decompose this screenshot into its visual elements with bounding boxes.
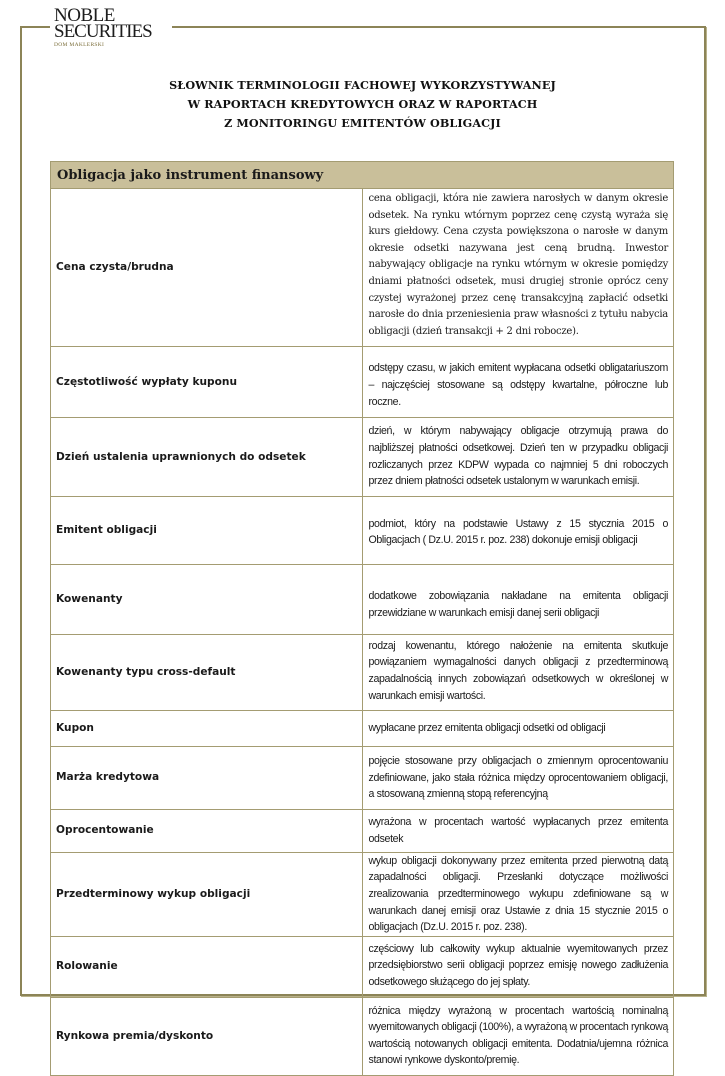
table-row xyxy=(51,418,674,496)
glossary-table xyxy=(50,161,674,1076)
term-cell: Kupon xyxy=(51,711,363,747)
table-row xyxy=(51,347,674,418)
definition-cell: podmiot, który na podstawie Ustawy z 15 stycznia 2015 o Obligacjach ( Dz.U. 2015 r. poz. 238) dokonuje emisji obligacji xyxy=(362,496,674,564)
definition-cell: dzień, w którym nabywający obligacje otrzymują prawa do najbliższej płatności odsetkowej. Dzień ten w przypadku obligacji rozliczanych przez KDPW wypada co najmniej 5 dni roboczych przez dniem płatności odsetek ustalonym w warunkach emisji. xyxy=(362,418,674,496)
table-row xyxy=(51,747,674,810)
logo-line-securities: SECURITIES xyxy=(54,21,152,42)
noble-securities-logo xyxy=(50,6,172,54)
definition-cell: częściowy lub całkowity wykup aktualnie wyemitowanych przez przedsiębiorstwo serii obligacji poprzez emisję nowego zadłużenia odsetkowego służącego do jej spłaty. xyxy=(362,936,674,997)
definition-cell: pojęcie stosowane przy obligacjach o zmiennym oprocentowaniu zdefiniowane, jako stała różnica między oprocentowaniem obligacji, a stosowaną zmienną stopą referencyjną xyxy=(362,747,674,810)
section-header: Obligacja jako instrument finansowy xyxy=(51,162,674,189)
table-row xyxy=(51,496,674,564)
definition-cell: wyrażona w procentach wartość wypłacanych przez emitenta odsetek xyxy=(362,809,674,852)
document-title-line: SŁOWNIK TERMINOLOGII FACHOWEJ WYKORZYSTYWANEJ xyxy=(169,78,556,92)
definition-cell: wypłacane przez emitenta obligacji odsetki od obligacji xyxy=(362,711,674,747)
term-cell: Rynkowa premia/dyskonto xyxy=(51,997,363,1075)
table-row xyxy=(51,189,674,347)
term-cell: Cena czysta/brudna xyxy=(51,189,363,347)
definition-cell: odstępy czasu, w jakich emitent wypłacana odsetki obligatariuszom – najczęściej stosowane są odstępy kwartalne, półroczne lub roczne. xyxy=(362,347,674,418)
logo-line-noble: NOBLE xyxy=(54,5,115,26)
section-header-row xyxy=(51,162,674,189)
document-title-line: Z MONITORINGU EMITENTÓW OBLIGACJI xyxy=(224,116,501,130)
table-row xyxy=(51,997,674,1075)
table-row xyxy=(51,564,674,634)
table-row xyxy=(51,936,674,997)
definition-cell: różnica między wyrażoną w procentach wartością nominalną wyemitowanych obligacji (100%), a wyrażoną w procentach rynkową wartością notowanych obligacji emitenta. Dodatnia/ujemna różnica stanowi rynkowe dyskonto/premię. xyxy=(362,997,674,1075)
term-cell: Oprocentowanie xyxy=(51,809,363,852)
term-cell: Częstotliwość wypłaty kuponu xyxy=(51,347,363,418)
term-cell: Emitent obligacji xyxy=(51,496,363,564)
table-row xyxy=(51,809,674,852)
table-row xyxy=(51,852,674,936)
term-cell: Marża kredytowa xyxy=(51,747,363,810)
term-cell: Rolowanie xyxy=(51,936,363,997)
term-cell: Przedterminowy wykup obligacji xyxy=(51,852,363,936)
document-title-line: W RAPORTACH KREDYTOWYCH ORAZ W RAPORTACH xyxy=(187,97,538,111)
definition-cell: dodatkowe zobowiązania nakładane na emitenta obligacji przewidziane w warunkach emisji danej serii obligacji xyxy=(362,564,674,634)
term-cell: Kowenanty xyxy=(51,564,363,634)
table-row xyxy=(51,634,674,710)
definition-cell: cena obligacji, która nie zawiera narosłych w danym okresie odsetek. Na rynku wtórnym poprzez cenę czystą wyraża się kurs giełdowy. Cena czysta powiększona o narosłe w danym okresie odsetki nazywana jest ceną brudną. Inwestor nabywający obligacje na rynku wtórnym w okresie pomiędzy dniami płatności odsetek, musi drugiej stronie oprócz ceny czystej wyrażonej przez cenę transakcyjną zapłacić odsetki narosłe do dnia przeniesienia praw własności z tytułu nabycia obligacji (dzień transakcji + 2 dni robocze). xyxy=(362,189,674,347)
term-cell: Kowenanty typu cross-default xyxy=(51,634,363,710)
definition-cell: wykup obligacji dokonywany przez emitenta przed pierwotną datą zapadalności obligacji. Przesłanki dotyczące możliwości zrealizowania przedterminowego wykupu zdefiniowane są w warunkach danej emisji oraz Ustawie z dnia 15 stycznie 2015 o obligacjach (Dz.U. 2015 r. poz. 238). xyxy=(362,852,674,936)
term-cell: Dzień ustalenia uprawnionych do odsetek xyxy=(51,418,363,496)
definition-cell: rodzaj kowenantu, którego nałożenie na emitenta skutkuje powiązaniem wymagalności danych obligacji z przedterminową zapadalnością innych zobowiązań odsetkowych w określonej w warunkach emisji wartości. xyxy=(362,634,674,710)
logo-line-dom-maklerski: DOM MAKLERSKI xyxy=(54,42,105,48)
document-title xyxy=(0,76,725,133)
table-row xyxy=(51,711,674,747)
